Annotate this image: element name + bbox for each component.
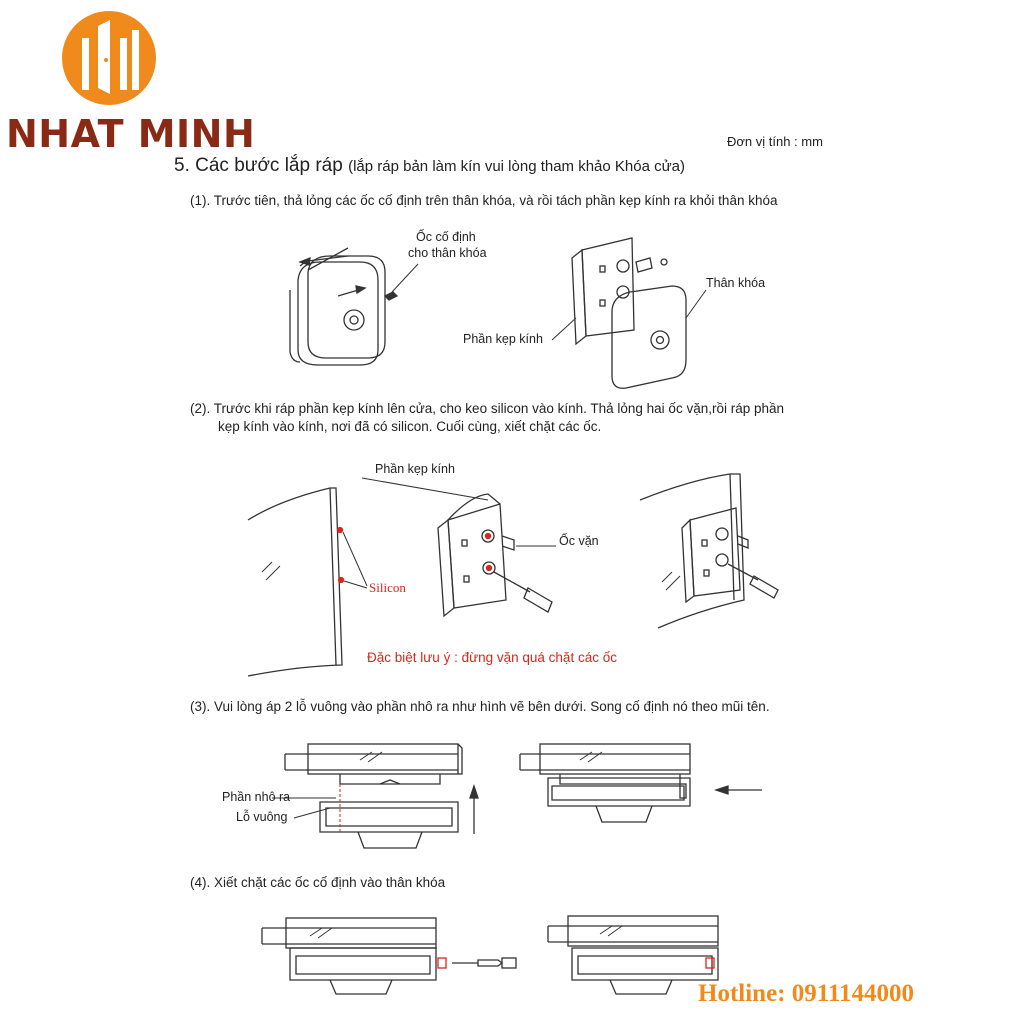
step4-finished: [548, 916, 718, 994]
hotline: Hotline: 0911144000: [698, 980, 914, 1007]
label-glass-clamp: Phần kẹp kính: [463, 332, 543, 346]
label-fixing-screw-line1: Ốc cố định: [416, 230, 476, 244]
step4-tighten-screw: [262, 918, 516, 994]
label-protrusion: Phần nhô ra: [222, 790, 291, 804]
label-glass-clamp-2: Phần kẹp kính: [375, 462, 455, 476]
warning-text: Đặc biệt lưu ý : đừng vặn quá chặt các ốc: [367, 650, 617, 665]
section-title-note: (lắp ráp bản làm kín vui lòng tham khảo Khóa cửa): [348, 158, 685, 175]
label-silicon: Silicon: [369, 580, 406, 595]
step3-before-attach: [272, 744, 478, 848]
label-fixing-screw-line2: cho thân khóa: [408, 246, 487, 260]
step2-mounted-clamp: [640, 474, 778, 628]
label-screw: Ốc vặn: [559, 534, 599, 548]
step1-assembled-lock: [290, 248, 418, 365]
step-3-text: (3). Vui lòng áp 2 lỗ vuông vào phần nhô ra như hình vẽ bên dưới. Song cố định nó theo mũi tên.: [190, 699, 770, 714]
step-1-text: (1). Trước tiên, thả lỏng các ốc cố định trên thân khóa, và rồi tách phần kẹp kính ra khỏi thân khóa: [190, 193, 778, 208]
step2-clamp-screwdriver: [362, 478, 556, 616]
step-4-text: (4). Xiết chặt các ốc cố định vào thân khóa: [190, 875, 446, 890]
step-2-text-line2: kẹp kính vào kính, nơi đã có silicon. Cuối cùng, xiết chặt các ốc.: [218, 419, 602, 434]
step2-glass-door: [248, 488, 367, 676]
label-lock-body: Thân khóa: [706, 276, 766, 290]
label-square-hole: Lỗ vuông: [236, 810, 288, 824]
step-2-text-line1: (2). Trước khi ráp phần kẹp kính lên cửa, cho keo silicon vào kính. Thả lỏng hai ốc vặn,rồi ráp phần: [190, 401, 785, 416]
step3-after-attach: [520, 744, 762, 822]
step1-separated-parts: [552, 238, 706, 388]
unit-note: Đơn vị tính : mm: [727, 134, 823, 149]
section-title-main: 5. Các bước lắp ráp: [174, 155, 343, 176]
brand-name: NHAT MINH: [6, 112, 256, 156]
